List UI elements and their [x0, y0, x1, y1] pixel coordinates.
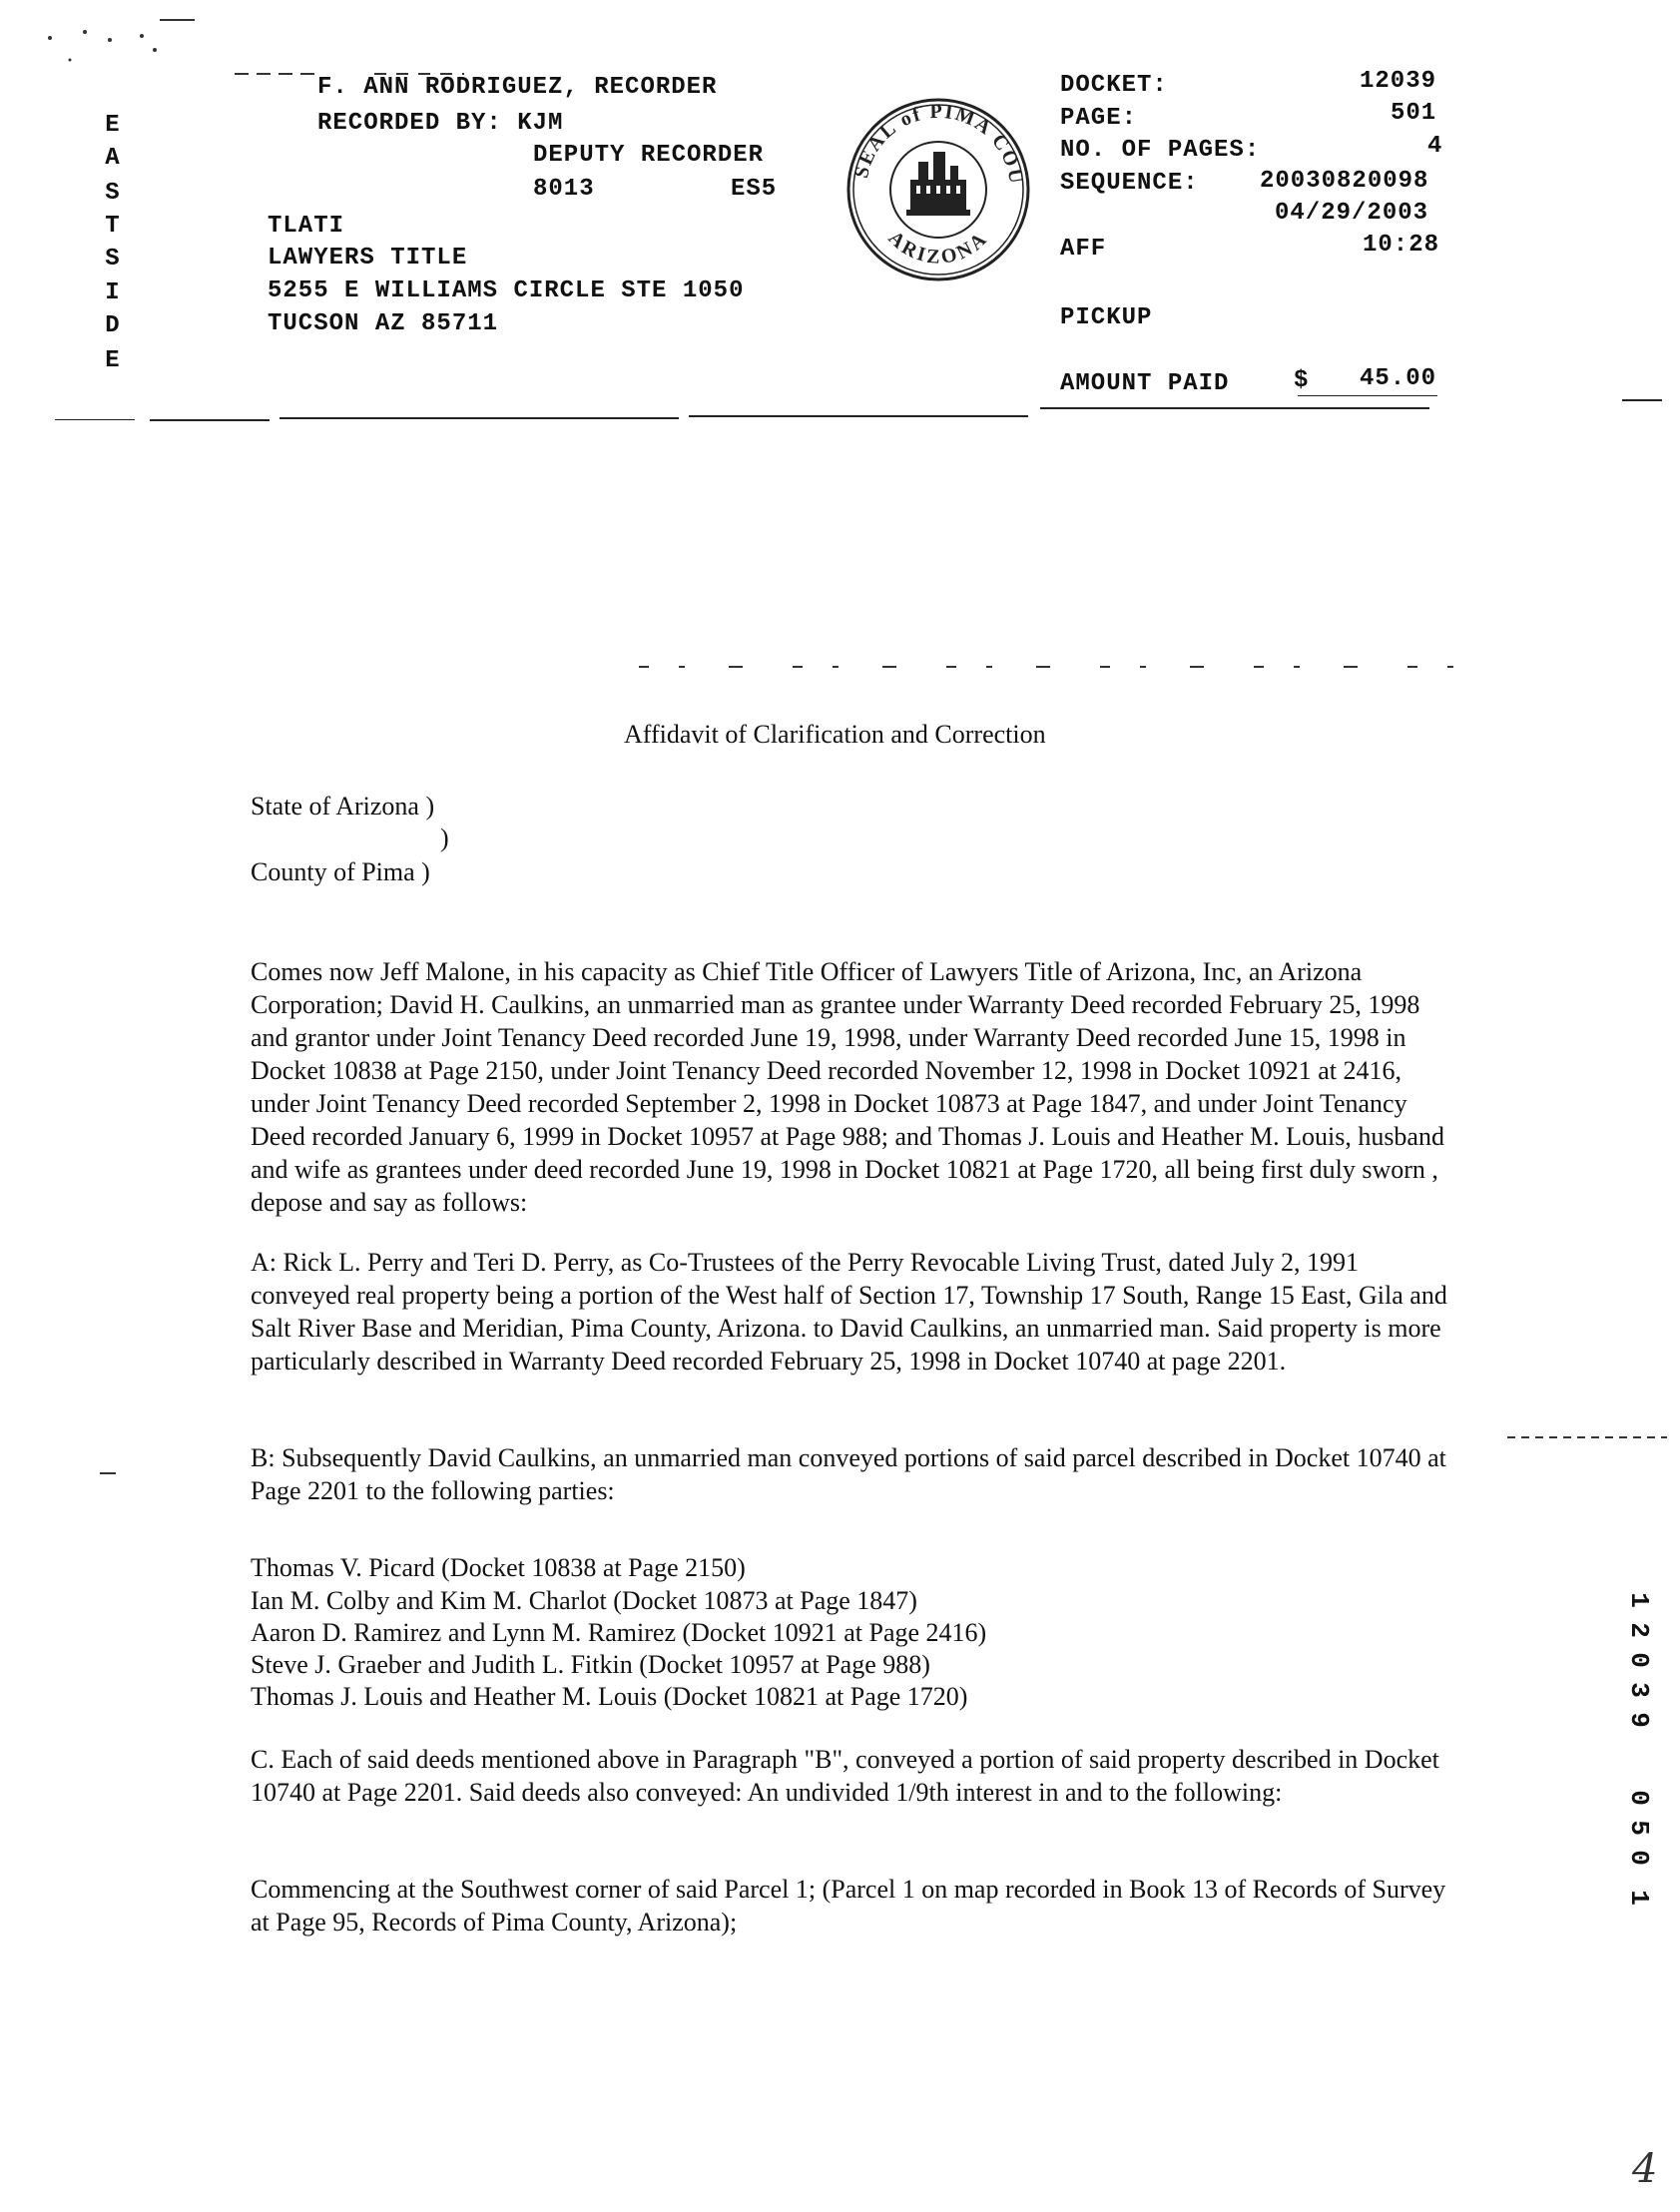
- deputy-recorder: DEPUTY RECORDER: [533, 142, 765, 169]
- side-letter: D: [105, 312, 121, 339]
- address-line-2: LAWYERS TITLE: [268, 245, 468, 272]
- header-rule: [280, 417, 679, 419]
- margin-digit: 1: [1624, 1890, 1654, 1906]
- address-line-1: TLATI: [268, 213, 345, 240]
- pickup-label: PICKUP: [1060, 304, 1153, 331]
- side-letter: E: [105, 112, 121, 139]
- address-line-3: 5255 E WILLIAMS CIRCLE STE 1050: [268, 277, 745, 304]
- recorder-code-1: 8013: [533, 176, 595, 203]
- margin-digit: 0: [1624, 1652, 1654, 1668]
- margin-digit: 5: [1624, 1820, 1654, 1836]
- party-line: Steve J. Graeber and Judith L. Fitkin (Docket 10957 at Page 988): [251, 1650, 930, 1679]
- party-line: Thomas J. Louis and Heather M. Louis (Docket 10821 at Page 1720): [251, 1682, 968, 1711]
- seal-top-text: SEAL of PIMA COU: [849, 100, 1028, 188]
- header-rule: [1040, 407, 1429, 409]
- seal-bottom-text: ARIZONA: [883, 227, 993, 269]
- side-letter: T: [105, 213, 121, 240]
- margin-digit: 1: [1624, 1592, 1654, 1608]
- amount-value: 45.00: [1360, 365, 1437, 392]
- scan-speck-icon: [30, 10, 200, 70]
- document-title: Affidavit of Clarification and Correction: [624, 720, 1046, 749]
- paragraph-a: A: Rick L. Perry and Teri D. Perry, as Co-Trustees of the Perry Revocable Living Trust, dated July 2, 1991 conveyed real property being a portion of the West half of Section 17, Township 17 South, Range 15 East, Gila and Salt River Base and Meridian, Pima County, Arizona. to David Caulkins, an unmarried man. Said property is more particularly described in Warranty Deed recorded February 25, 1998 in Docket 10740 at page 2201.: [251, 1248, 1447, 1376]
- side-letter: S: [105, 246, 121, 273]
- sequence-label: SEQUENCE:: [1060, 170, 1199, 197]
- record-date: 04/29/2003: [1275, 200, 1429, 227]
- margin-digit: 9: [1624, 1712, 1654, 1728]
- venue-state: State of Arizona ): [251, 792, 435, 821]
- party-line: Thomas V. Picard (Docket 10838 at Page 2150): [251, 1553, 746, 1582]
- header-rule: [150, 419, 270, 421]
- pages-label: NO. OF PAGES:: [1060, 137, 1261, 164]
- amount-currency: $: [1294, 367, 1310, 394]
- page-value: 501: [1391, 100, 1437, 127]
- docket-value: 12039: [1360, 68, 1437, 95]
- record-time: 10:28: [1363, 232, 1440, 259]
- margin-digit: 0: [1624, 1850, 1654, 1866]
- sequence-value: 20030820098: [1260, 168, 1429, 195]
- scan-dashes: [639, 659, 1487, 677]
- side-letter: A: [105, 145, 121, 172]
- party-line: Aaron D. Ramirez and Lynn M. Ramirez (Docket 10921 at Page 2416): [251, 1618, 987, 1647]
- header-rule: [55, 419, 135, 420]
- paragraph-d: Commencing at the Southwest corner of said Parcel 1; (Parcel 1 on map recorded in Book 13 of Records of Survey at Page 95, Records of Pima County, Arizona);: [251, 1875, 1446, 1936]
- amount-paid-label: AMOUNT PAID: [1060, 370, 1230, 397]
- recorded-by: RECORDED BY: KJM: [317, 110, 564, 137]
- paragraph-c: C. Each of said deeds mentioned above in Paragraph "B", conveyed a portion of said property described in Docket 10740 at Page 2201. Said deeds also conveyed: An undivided 1/9th interest in and to the following:: [251, 1745, 1439, 1807]
- docket-label: DOCKET:: [1060, 72, 1168, 99]
- header-rule: [1298, 395, 1437, 396]
- margin-digit: 3: [1624, 1682, 1654, 1698]
- scan-dashes: [100, 1462, 120, 1480]
- handwritten-page-mark: 4: [1632, 2146, 1658, 2192]
- address-line-4: TUCSON AZ 85711: [268, 310, 499, 337]
- scan-marks-top-left: [30, 10, 200, 75]
- header-rule: [689, 415, 1028, 417]
- side-letter: E: [105, 347, 121, 374]
- document-type: AFF: [1060, 236, 1107, 263]
- pima-county-seal-icon: [839, 80, 1038, 289]
- paragraph-b: B: Subsequently David Caulkins, an unmarried man conveyed portions of said parcel described in Docket 10740 at Page 2201 to the following parties:: [251, 1443, 1446, 1505]
- svg-text:ARIZONA: [884, 227, 993, 269]
- intro-paragraph: Comes now Jeff Malone, in his capacity as Chief Title Officer of Lawyers Title of Arizona, Inc, an Arizona Corporation; David H. Caulkins, an unmarried man as grantee under Warranty Deed recorded February 25, 1998 and grantor under Joint Tenancy Deed recorded June 19, 1998, under Warranty Deed recorded June 15, 1998 in Docket 10838 at Page 2150, under Joint Tenancy Deed recorded November 12, 1998 in Docket 10921 at 2416, under Joint Tenancy Deed recorded September 2, 1998 in Docket 10873 at Page 1847, and under Joint Tenancy Deed recorded January 6, 1999 in Docket 10957 at Page 988; and Thomas J. Louis and Heather M. Louis, husband and wife as grantees under deed recorded June 19, 1998 in Docket 10821 at Page 1720, all being first duly sworn , depose and say as follows:: [251, 957, 1444, 1217]
- recorder-name: F. ANN RODRIGUEZ, RECORDER: [317, 74, 718, 101]
- venue-middle: ): [440, 824, 449, 852]
- side-letter: S: [105, 180, 121, 207]
- venue-county: County of Pima ): [251, 857, 430, 886]
- party-line: Ian M. Colby and Kim M. Charlot (Docket 10873 at Page 1847): [251, 1586, 917, 1615]
- scan-dashes: [1507, 1427, 1667, 1445]
- header-rule: [1622, 399, 1662, 401]
- margin-digit: 0: [1624, 1790, 1654, 1806]
- page-label: PAGE:: [1060, 105, 1138, 132]
- side-letter: I: [105, 279, 121, 306]
- margin-digit: 2: [1624, 1622, 1654, 1638]
- recorder-code-2: ES5: [731, 176, 778, 203]
- pages-value: 4: [1427, 133, 1443, 160]
- county-seal: [839, 80, 1038, 294]
